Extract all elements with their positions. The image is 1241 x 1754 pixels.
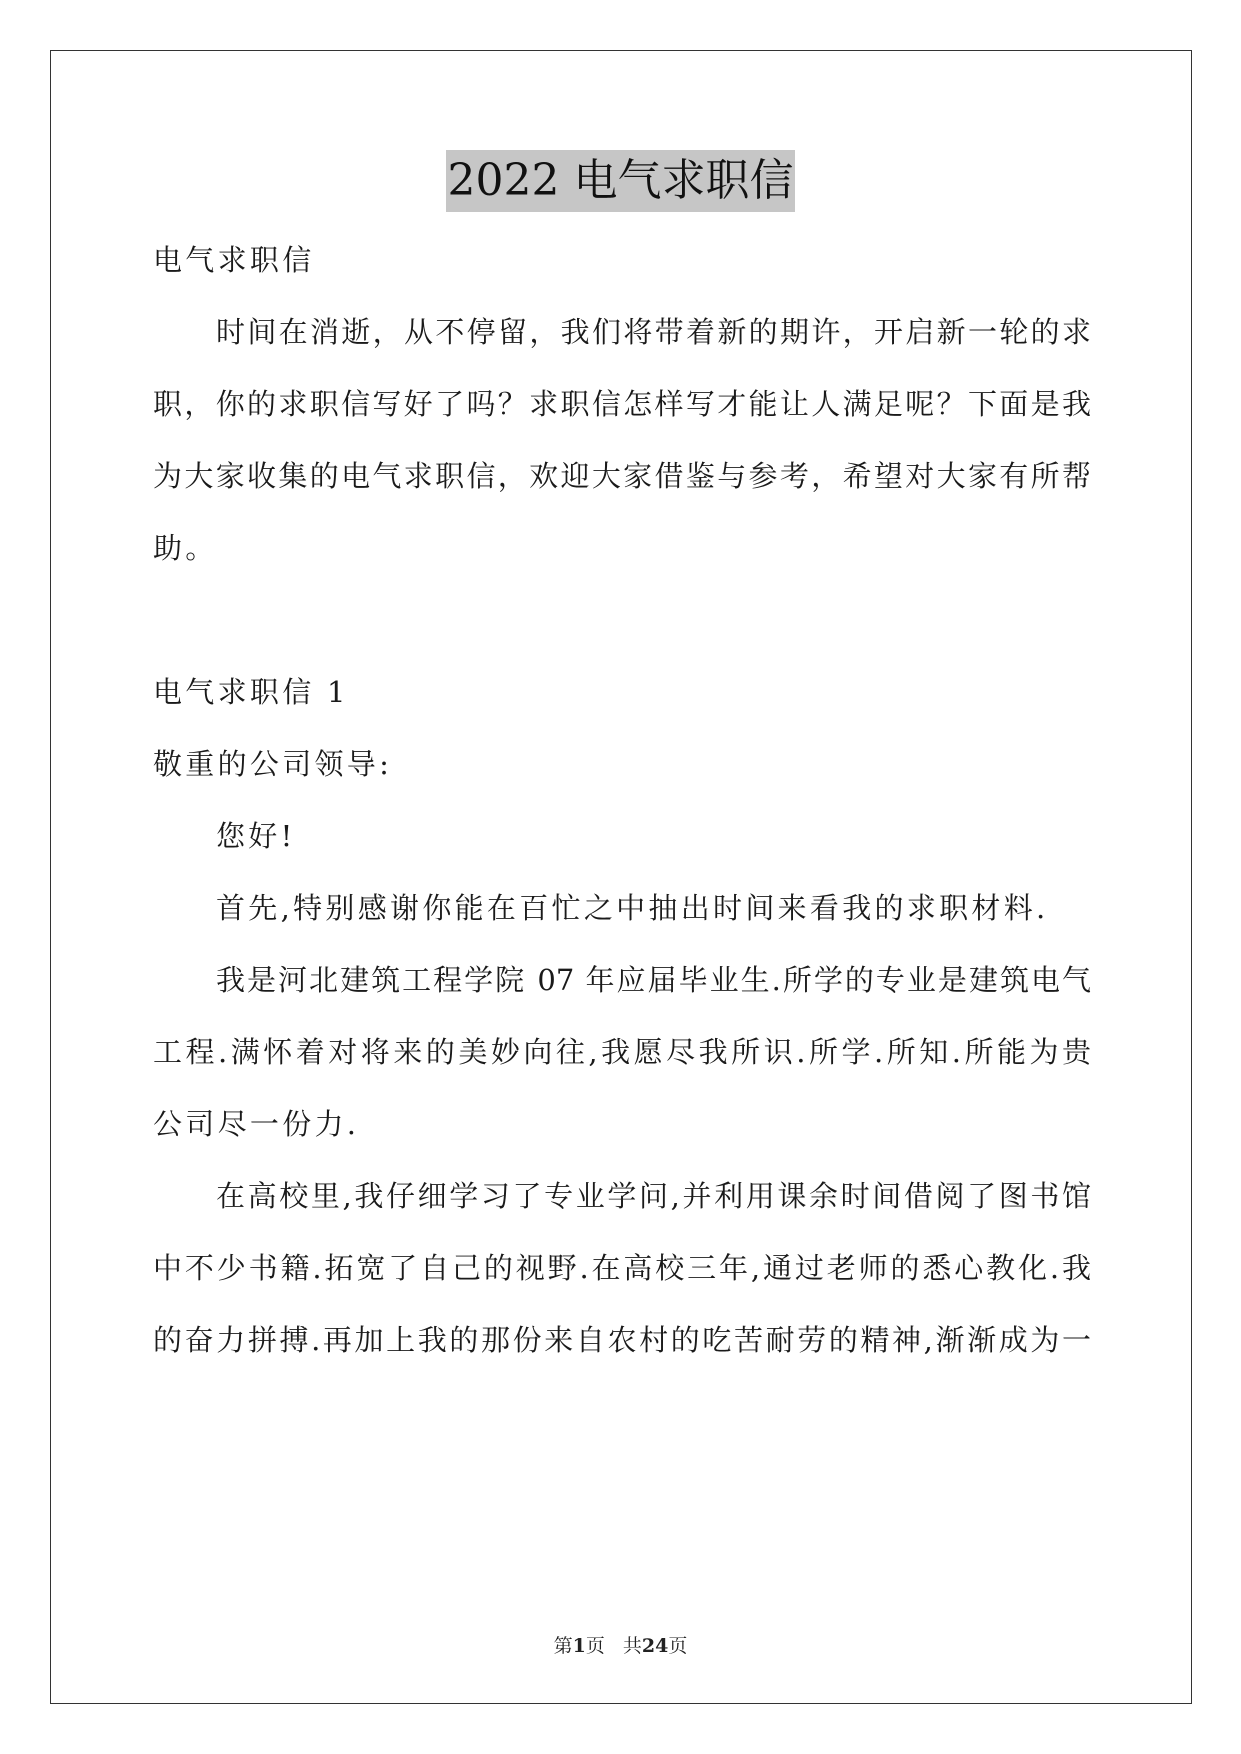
- paragraph-2-line-3: 公司尽一份力.: [153, 1107, 360, 1141]
- paragraph-2-line-2: 工程.满怀着对将来的美妙向往,我愿尽我所识.所学.所知.所能为贵: [153, 1035, 1091, 1069]
- total-prefix: 共: [622, 1635, 642, 1657]
- intro-line-2: 职，你的求职信写好了吗？求职信怎样写才能让人满足呢？下面是我: [153, 387, 1091, 421]
- page-prefix: 第: [553, 1635, 573, 1657]
- page-footer: [0, 1633, 1241, 1659]
- total-suffix: 页: [668, 1635, 688, 1657]
- page-suffix: 页: [585, 1635, 605, 1657]
- intro-line-1: 时间在消逝，从不停留，我们将带着新的期许，开启新一轮的求: [216, 315, 1091, 349]
- intro-line-4: 助。: [153, 531, 218, 565]
- section-title: 电气求职信 1: [153, 675, 349, 709]
- salutation: 敬重的公司领导:: [153, 747, 393, 781]
- intro-line-3: 为大家收集的电气求职信，欢迎大家借鉴与参考，希望对大家有所帮: [153, 459, 1091, 493]
- page-border: [50, 50, 1192, 1704]
- current-page-number: 1: [572, 1635, 586, 1657]
- paragraph-3-line-2: 中不少书籍.拓宽了自己的视野.在高校三年,通过老师的悉心教化.我: [153, 1251, 1091, 1285]
- title-container: [0, 150, 1241, 212]
- paragraph-2-line-1: 我是河北建筑工程学院 07 年应届毕业生.所学的专业是建筑电气: [216, 963, 1091, 997]
- paragraph-1: 首先,特别感谢你能在百忙之中抽出时间来看我的求职材料.: [216, 891, 1049, 925]
- total-page-count: 24: [641, 1635, 669, 1657]
- paragraph-3-line-1: 在高校里,我仔细学习了专业学问,并利用课余时间借阅了图书馆: [216, 1179, 1091, 1213]
- document-heading: 电气求职信: [153, 243, 315, 277]
- greeting: 您好!: [216, 819, 296, 853]
- document-title: 2022 电气求职信: [446, 150, 796, 212]
- paragraph-3-line-3: 的奋力拼搏.再加上我的那份来自农村的吃苦耐劳的精神,渐渐成为一: [153, 1323, 1091, 1357]
